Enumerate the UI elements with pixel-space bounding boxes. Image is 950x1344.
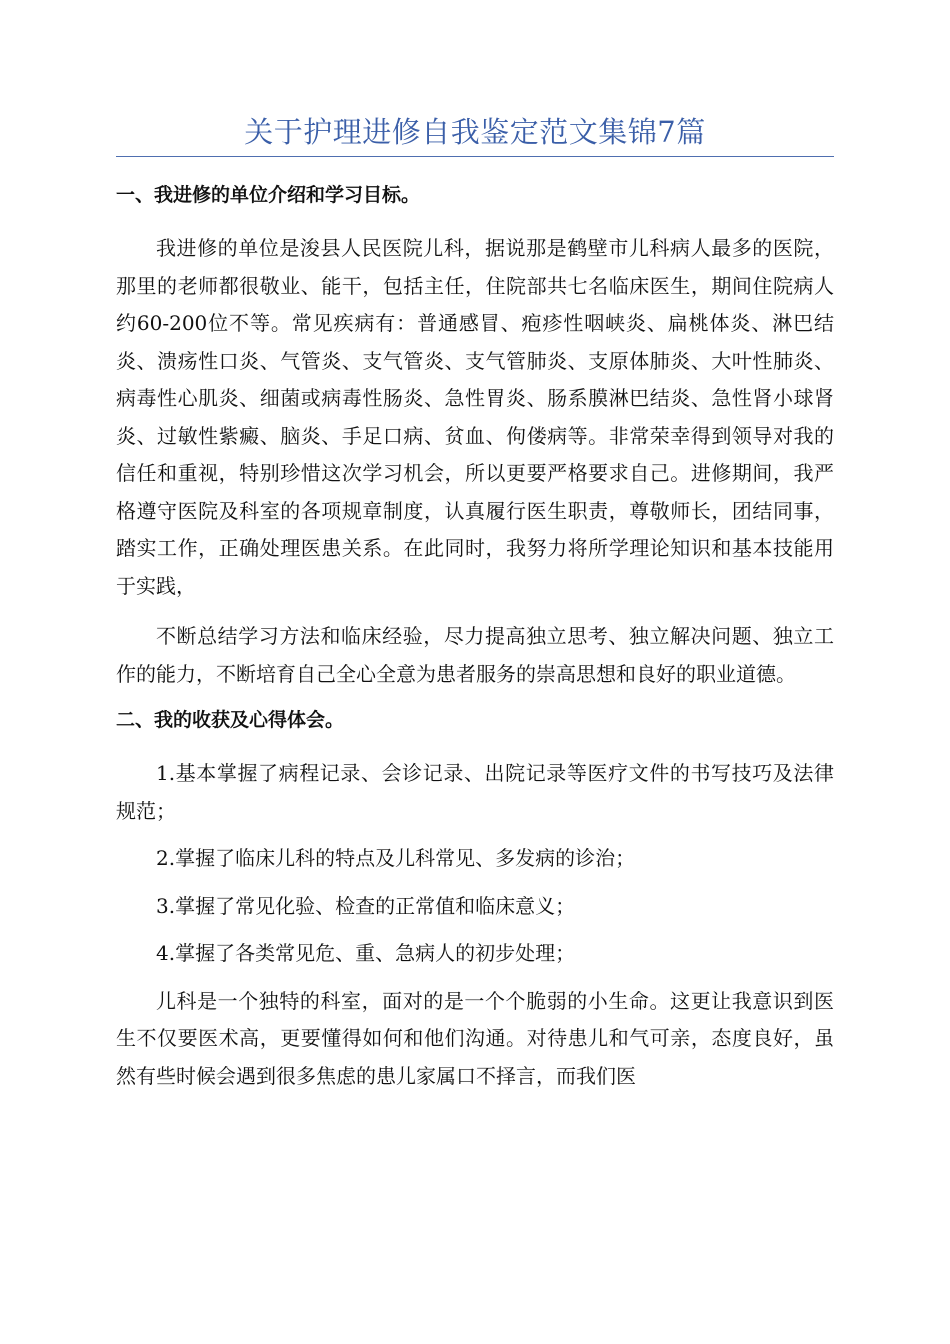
document-title: 关于护理进修自我鉴定范文集锦7篇 [244,115,706,149]
list-item: 1.基本掌握了病程记录、会诊记录、出院记录等医疗文件的书写技巧及法律规范； [116,761,834,823]
title-underline [116,156,834,157]
list-item: 3.掌握了常见化验、检查的正常值和临床意义； [156,893,576,918]
list-item: 4.掌握了各类常见危、重、急病人的初步处理； [156,941,576,965]
section-heading-2: 二、我的收获及心得体会。 [116,709,345,731]
paragraph: 儿科是一个独特的科室，面对的是一个个脆弱的小生命。这更让我意识到医生不仅要医术高，更要懂得如何和他们沟通。对待患儿和气可亲，态度良好，虽然有些时候会遇到很多焦虑的患儿家属口不择言，而我们医 [116,988,834,1088]
list-item: 2.掌握了临床儿科的特点及儿科常见、多发病的诊治； [156,846,636,870]
paragraph: 我进修的单位是浚县人民医院儿科，据说那是鹤壁市儿科病人最多的医院，那里的老师都很敬业、能干，包括主任，住院部共七名临床医生，期间住院病人约60-200位不等。常见疾病有：普通感冒、疱疹性咽峡炎、扁桃体炎、淋巴结炎、溃疡性口炎、气管炎、支气管炎、支气管肺炎、支原体肺炎、大叶性肺炎、病毒性心肌炎、细菌或病毒性肠炎、急性胃炎、肠系膜淋巴结炎、急性肾小球肾炎、过敏性紫癜、脑炎、手足口病、贫血、佝偻病等。非常荣幸得到领导对我的信任和重视，特别珍惜这次学习机会，所以更要严格要求自己。进修期间，我严格遵守医院及科室的各项规章制度，认真履行医生职责，尊敬师长，团结同事，踏实工作，正确处理医患关系。在此同时，我努力将所学理论知识和基本技能用于实践， [116,236,834,598]
section-heading-1: 一、我进修的单位介绍和学习目标。 [116,184,421,206]
paragraph: 不断总结学习方法和临床经验，尽力提高独立思考、独立解决问题、独立工作的能力，不断培育自己全心全意为患者服务的崇高思想和良好的职业道德。 [116,624,834,686]
document-page [116,110,834,1108]
